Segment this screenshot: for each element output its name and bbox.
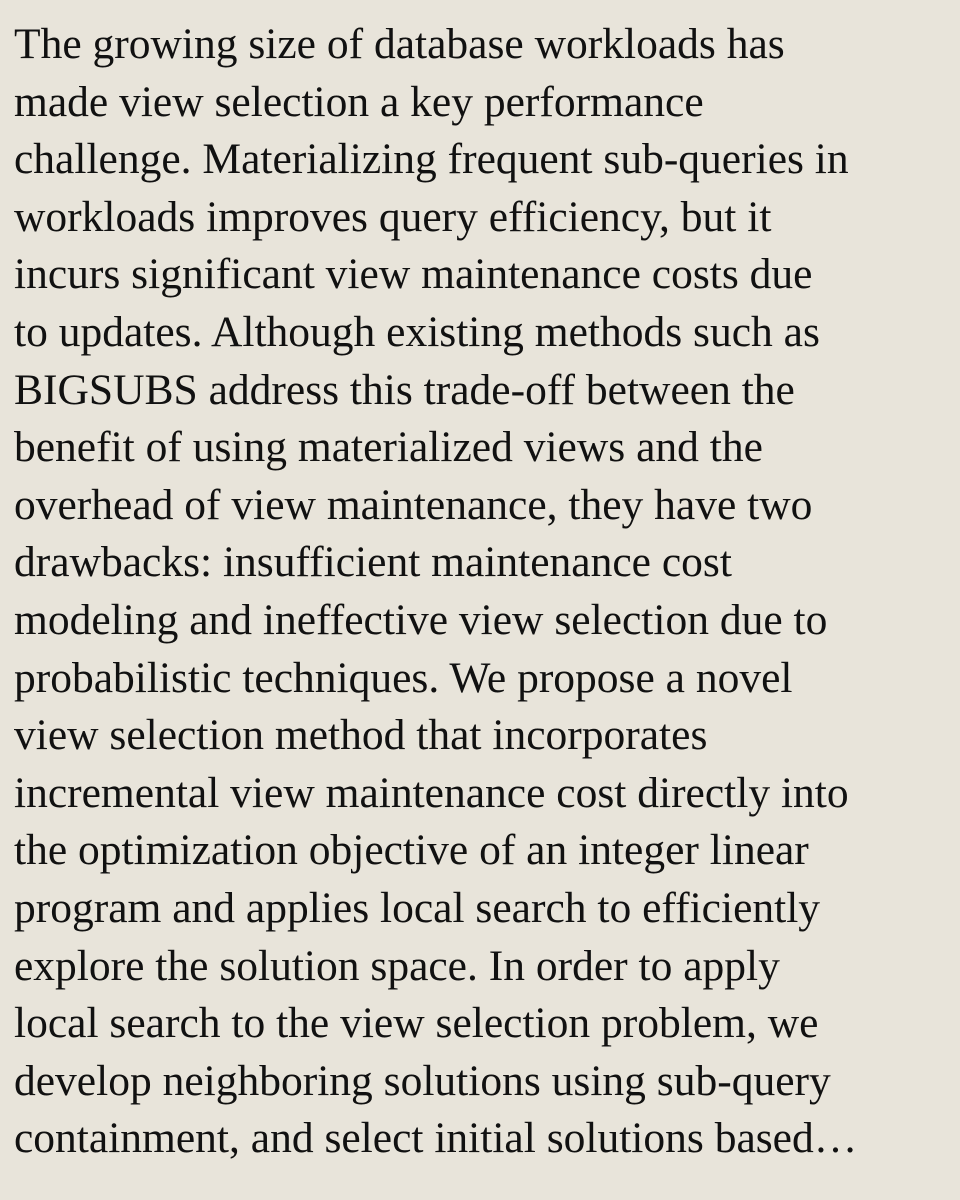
text-line: probabilistic techniques. We propose a novel xyxy=(14,653,793,702)
text-line: the optimization objective of an integer linear xyxy=(14,826,809,875)
text-line: containment, and select initial solutions based… xyxy=(14,1114,858,1163)
text-line: modeling and ineffective view selection due to xyxy=(14,595,828,644)
abstract-text xyxy=(14,16,954,1168)
text-line: overhead of view maintenance, they have two xyxy=(14,480,813,529)
text-line: incremental view maintenance cost directly into xyxy=(14,768,849,817)
text-line: BIGSUBS address this trade-off between the xyxy=(14,365,795,414)
text-line: The growing size of database workloads has xyxy=(14,20,785,68)
text-line: local search to the view selection problem, we xyxy=(14,999,819,1048)
text-line: view selection method that incorporates xyxy=(14,711,708,760)
text-line: develop neighboring solutions using sub-query xyxy=(14,1056,831,1105)
text-line: to updates. Although existing methods such as xyxy=(14,307,820,356)
text-line: explore the solution space. In order to apply xyxy=(14,941,780,990)
text-line: drawbacks: insufficient maintenance cost xyxy=(14,538,732,587)
text-line: program and applies local search to efficiently xyxy=(14,883,821,932)
text-line: made view selection a key performance xyxy=(14,77,704,126)
text-line: challenge. Materializing frequent sub-queries in xyxy=(14,135,849,184)
text-line: workloads improves query efficiency, but it xyxy=(14,192,772,241)
text-line: incurs significant view maintenance costs due xyxy=(14,250,813,299)
text-line: benefit of using materialized views and the xyxy=(14,423,763,472)
